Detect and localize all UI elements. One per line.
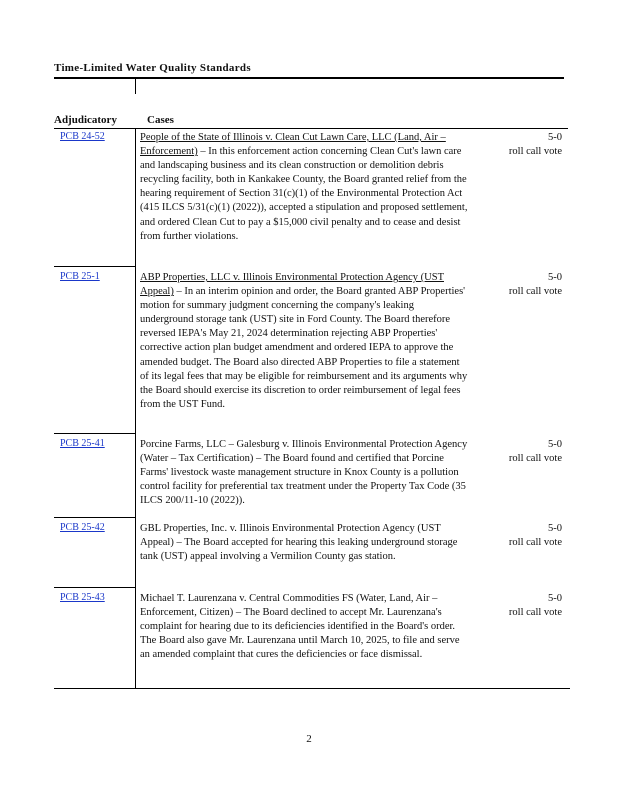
case-body: Michael T. Laurenzana v. Central Commodities FS (Water, Land, Air – Enforcement, Citizen) – The Board declined to accept Mr. Laurenzana's complaint for hearing due to its deficiencies identified in the Board's order. The Board also gave Mr. Laurenzana until March 10, 2025, to file and serve an amended complaint that cures the deficiencies or face dismissal. <box>140 593 460 661</box>
page-number: 2 <box>306 733 312 745</box>
case-separator <box>54 433 136 434</box>
vote-count: 5-0 <box>548 523 562 534</box>
case-title: People of the State of Illinois v. Clean Cut Lawn Care, LLC (Land, Air – Enforcement) <box>140 132 446 158</box>
case-description <box>140 271 470 412</box>
case-body: – In an interim opinion and order, the Board granted ABP Properties' motion for summary judgment concerning the company's leaking underground storage tank (UST) site in Ford County. The Board therefore reversed IEPA's May 21, 2024 determination rejecting ABP Properties' corrective action plan budget amendment and ordered IEPA to approve the amended budget. The Board also directed ABP Properties to file a statement of its legal fees that may be eligible for reimbursement and its arguments why the Board should exercise its discretion to order reimbursement of legal fees from the UST Fund. <box>140 286 468 410</box>
case-body: GBL Properties, Inc. v. Illinois Environmental Protection Agency (UST Appeal) – The Board accepted for hearing this leaking underground storage tank (UST) appeal involving a Vermilion County gas station. <box>140 523 458 563</box>
vote-count: 5-0 <box>548 439 562 450</box>
vote-result <box>490 592 562 620</box>
section-rule <box>54 77 564 79</box>
case-link[interactable]: PCB 25-43 <box>60 592 105 603</box>
case-body: Porcine Farms, LLC – Galesburg v. Illinois Environmental Protection Agency (Water – Tax Certification) – The Board found and certified that Porcine Farms' livestock waste management structure in Knox County is a pollution control facility for preferential tax treatment under the Property Tax Code (35 ILCS 200/11-10 (2022)). <box>140 439 468 507</box>
subsection-label: Adjudicatory <box>54 114 117 126</box>
case-link[interactable]: PCB 25-1 <box>60 271 100 282</box>
case-link[interactable]: PCB 25-41 <box>60 438 105 449</box>
vote-type: roll call vote <box>508 146 562 158</box>
vote-type: roll call vote <box>508 537 562 549</box>
case-link[interactable]: PCB 25-42 <box>60 522 105 533</box>
case-separator <box>54 587 136 588</box>
case-separator <box>54 517 136 518</box>
vote-result <box>490 522 562 550</box>
vote-type: roll call vote <box>508 453 562 465</box>
vote-type: roll call vote <box>508 607 562 619</box>
subsection-label-2: Cases <box>147 114 174 126</box>
case-description <box>140 592 470 662</box>
case-description <box>140 522 470 564</box>
case-title: ABP Properties, LLC v. Illinois Environmental Protection Agency (UST Appeal) <box>140 272 444 298</box>
case-description <box>140 131 470 244</box>
case-description <box>140 438 470 508</box>
subsection-title <box>54 114 174 126</box>
column-divider <box>135 129 136 688</box>
vote-count: 5-0 <box>548 593 562 604</box>
table-top-rule <box>54 128 568 129</box>
case-separator <box>54 266 136 267</box>
vote-count: 5-0 <box>548 272 562 283</box>
table-bottom-rule <box>54 688 570 689</box>
section-title: Time-Limited Water Quality Standards <box>54 62 251 74</box>
vote-result <box>490 131 562 159</box>
vote-type: roll call vote <box>508 286 562 298</box>
header-stub-line <box>135 79 136 94</box>
vote-result <box>490 438 562 466</box>
case-body: – In this enforcement action concerning Clean Cut's lawn care and landscaping business and its clean construction or demolition debris recycling facility, both in Kankakee County, the Board granted relief from the hearing requirement of Section 31(c)(1) of the Environmental Protection Act (415 ILCS 5/31(c)(1) (2022)), accepted a stipulation and proposed settlement, and ordered Clean Cut to pay a $15,000 civil penalty and to cease and desist from further violations. <box>140 146 468 242</box>
vote-result <box>490 271 562 299</box>
case-link[interactable]: PCB 24-52 <box>60 131 105 142</box>
vote-count: 5-0 <box>548 132 562 143</box>
